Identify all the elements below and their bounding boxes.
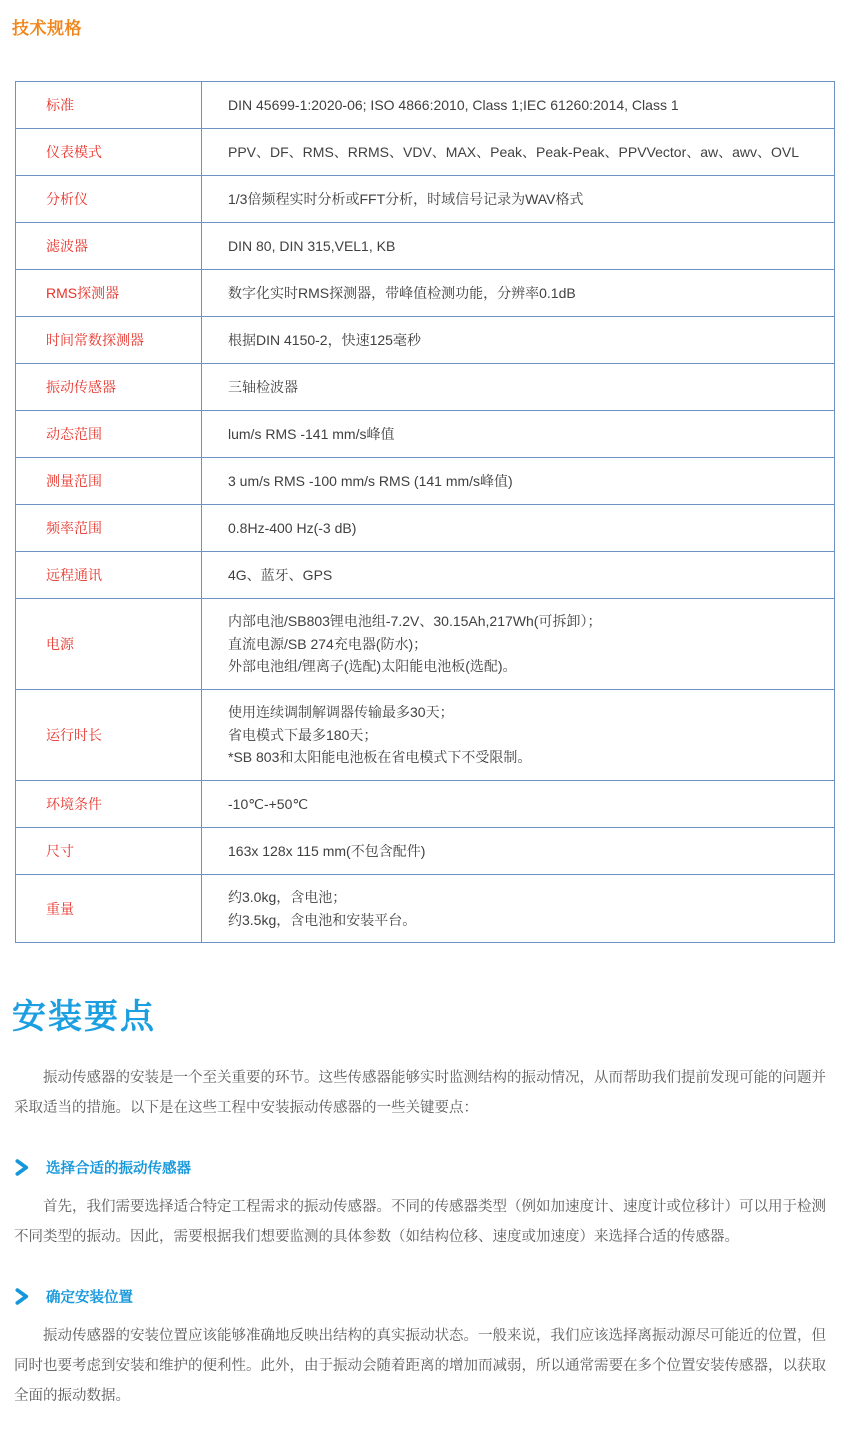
tech-specs-title: 技术规格 xyxy=(12,19,82,38)
spec-label: 远程通讯 xyxy=(16,552,202,599)
installation-sections xyxy=(12,1157,838,1411)
key-point-heading: 选择合适的振动传感器 xyxy=(46,1161,191,1178)
spec-value-line: 直流电源/SB 274充电器(防水)； xyxy=(228,635,428,652)
key-point-section xyxy=(12,1157,838,1253)
spec-value-line: *SB 803和太阳能电池板在省电模式下不受限制。 xyxy=(228,749,532,766)
spec-value-line: 外部电池组/锂离子(选配)太阳能电池板(选配)。 xyxy=(228,658,517,675)
table-row xyxy=(16,223,835,270)
spec-label: 环境条件 xyxy=(16,781,202,828)
spec-value xyxy=(202,690,835,781)
table-row xyxy=(16,317,835,364)
spec-label: 电源 xyxy=(16,599,202,690)
spec-label: 滤波器 xyxy=(16,223,202,270)
spec-value xyxy=(202,317,835,364)
spec-label: 时间常数探测器 xyxy=(16,317,202,364)
spec-value xyxy=(202,552,835,599)
spec-value-line: 约3.5kg，含电池和安装平台。 xyxy=(228,911,417,928)
spec-label: 运行时长 xyxy=(16,690,202,781)
key-point-heading: 确定安装位置 xyxy=(46,1289,133,1306)
table-row xyxy=(16,599,835,690)
spec-value-line: 3 um/s RMS -100 mm/s RMS (141 mm/s峰值) xyxy=(228,472,513,489)
spec-value xyxy=(202,364,835,411)
spec-label: 仪表模式 xyxy=(16,129,202,176)
spec-value xyxy=(202,129,835,176)
spec-label: 振动传感器 xyxy=(16,364,202,411)
spec-value-line: 1/3倍频程实时分析或FFT分析，时域信号记录为WAV格式 xyxy=(228,190,584,207)
key-point-paragraph: 振动传感器的安装位置应该能够准确地反映出结构的真实振动状态。一般来说，我们应该选择离振动源尽可能近的位置，但同时也要考虑到安装和维护的便利性。此外，由于振动会随着距离的增加而减弱，所以通常需要在多个位置安装传感器，以获取全面的振动数据。 xyxy=(14,1327,826,1404)
table-row xyxy=(16,690,835,781)
spec-label: 动态范围 xyxy=(16,411,202,458)
table-row xyxy=(16,411,835,458)
spec-label: 标准 xyxy=(16,82,202,129)
chevron-right-icon xyxy=(14,1288,31,1305)
spec-value xyxy=(202,828,835,875)
spec-label: 重量 xyxy=(16,875,202,943)
spec-value-line: 163x 128x 115 mm(不包含配件) xyxy=(228,842,426,859)
key-point-paragraph: 首先，我们需要选择适合特定工程需求的振动传感器。不同的传感器类型（例如加速度计、速度计或位移计）可以用于检测不同类型的振动。因此，需要根据我们想要监测的具体参数（如结构位移、速度或加速度）来选择合适的传感器。 xyxy=(14,1199,826,1245)
spec-value xyxy=(202,505,835,552)
table-row xyxy=(16,82,835,129)
spec-value-line: -10℃-+50℃ xyxy=(228,795,309,812)
spec-value-line: 省电模式下最多180天； xyxy=(228,726,378,743)
spec-value xyxy=(202,599,835,690)
key-point-heading-row xyxy=(14,1286,838,1307)
installation-intro-paragraph: 振动传感器的安装是一个至关重要的环节。这些传感器能够实时监测结构的振动情况，从而帮助我们提前发现可能的问题并采取适当的措施。以下是在这些工程中安装振动传感器的一些关键要点： xyxy=(14,1070,826,1117)
table-row xyxy=(16,129,835,176)
spec-value-line: 根据DIN 4150-2，快速125毫秒 xyxy=(228,331,421,348)
spec-value-line: 4G、蓝牙、GPS xyxy=(228,566,333,583)
table-row xyxy=(16,875,835,943)
spec-value-line: 数字化实时RMS探测器，带峰值检测功能，分辨率0.1dB xyxy=(228,284,576,301)
spec-value xyxy=(202,176,835,223)
table-row xyxy=(16,828,835,875)
spec-value-line: lum/s RMS -141 mm/s峰值 xyxy=(228,425,395,442)
spec-value xyxy=(202,458,835,505)
spec-value xyxy=(202,781,835,828)
table-row xyxy=(16,458,835,505)
spec-value xyxy=(202,411,835,458)
table-row xyxy=(16,552,835,599)
spec-value-line: DIN 45699-1:2020-06; ISO 4866:2010, Class 1;IEC 61260:2014, Class 1 xyxy=(228,96,679,113)
key-point-section xyxy=(12,1286,838,1412)
spec-value xyxy=(202,223,835,270)
spec-value xyxy=(202,875,835,943)
spec-value-line: 三轴检波器 xyxy=(228,378,298,395)
spec-value-line: 内部电池/SB803锂电池组-7.2V、30.15Ah,217Wh(可拆卸）； xyxy=(228,613,602,629)
spec-value xyxy=(202,82,835,129)
spec-table xyxy=(15,81,835,943)
spec-label: RMS探测器 xyxy=(16,270,202,317)
chevron-right-icon xyxy=(14,1159,31,1176)
spec-label: 频率范围 xyxy=(16,505,202,552)
spec-label: 分析仪 xyxy=(16,176,202,223)
installation-title: 安装要点 xyxy=(12,998,156,1037)
spec-value xyxy=(202,270,835,317)
spec-value-line: PPV、DF、RMS、RRMS、VDV、MAX、Peak、Peak-Peak、PPVVector、aw、awv、OVL xyxy=(228,143,800,160)
key-point-heading-row xyxy=(14,1157,838,1178)
table-row xyxy=(16,270,835,317)
spec-value-line: 约3.0kg，含电池； xyxy=(228,889,347,906)
spec-table-body xyxy=(16,82,835,943)
spec-value-line: 0.8Hz-400 Hz(-3 dB) xyxy=(228,519,357,536)
table-row xyxy=(16,176,835,223)
table-row xyxy=(16,505,835,552)
spec-label: 尺寸 xyxy=(16,828,202,875)
spec-label: 测量范围 xyxy=(16,458,202,505)
table-row xyxy=(16,781,835,828)
spec-value-line: DIN 80, DIN 315,VEL1, KB xyxy=(228,237,396,254)
table-row xyxy=(16,364,835,411)
spec-value-line: 使用连续调制解调器传输最多30天； xyxy=(228,704,454,721)
